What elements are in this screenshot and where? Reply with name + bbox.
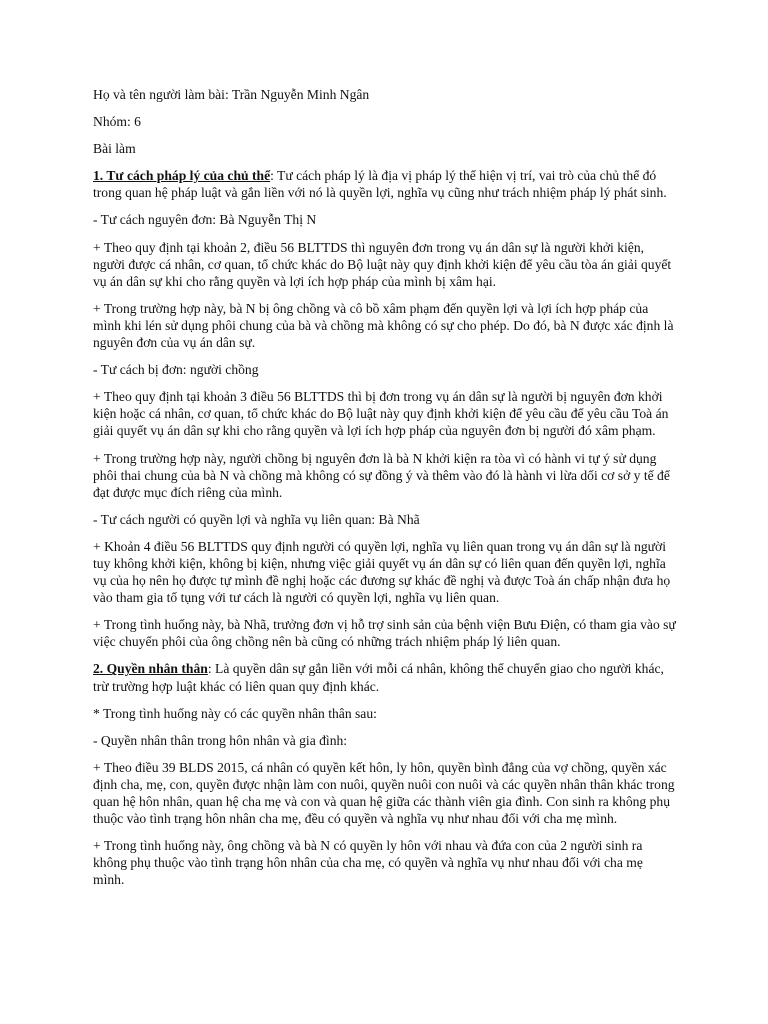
related-party-definition: + Khoản 4 điều 56 BLTTDS quy định người có quyền lợi, nghĩa vụ liên quan trong vụ án dân sự là người tuy không khởi kiện, không bị kiện, nhưng việc giải quyết vụ án dân sự có liên quan đến quyền lợi, nghĩa vụ của họ nên họ được tự mình đề nghị hoặc các đương sự khác đề nghị và được Toà án chấp nhận đưa họ vào tham gia tố tụng với tư cách là người có quyền lợi, nghĩa vụ liên quan. [93,538,671,606]
section1-intro [93,167,676,201]
related-party-case: + Trong tình huống này, bà Nhã, trưởng đơn vị hỗ trợ sinh sản của bệnh viện Bưu Điện, có tham gia vào sự việc chuyển phôi của ông chồng nên bà cũng có những trách nhiệm pháp lý liên quan. [93,617,676,650]
section2-heading: 2. Quyền nhân thân [93,661,208,677]
section1-heading: 1. Tư cách pháp lý của chủ thể [93,168,271,184]
defendant-label: - Tư cách bị đơn: người chồng [93,362,259,378]
work-heading: Bài làm [93,141,136,157]
marriage-family-rights-label: - Quyền nhân thân trong hôn nhân và gia đình: [93,732,348,748]
marriage-family-rights-definition: + Theo điều 39 BLDS 2015, cá nhân có quyền kết hôn, ly hôn, quyền bình đẳng của vợ chồng, quyền xác định cha, mẹ, con, quyền được nhận làm con nuôi, quyền nuôi con nuôi và các quyền nhân thân khác trong quan hệ hôn nhân, quan hệ cha mẹ và con và quan hệ giữa các thành viên gia đình. Con sinh ra không phụ thuộc vào tình trạng hôn nhân cha mẹ, đều có quyền và nghĩa vụ như nhau đối với cha mẹ mình. [93,759,675,827]
marriage-family-rights-case: + Trong tình huống này, ông chồng và bà N có quyền ly hôn với nhau và đứa con của 2 người sinh ra không phụ thuộc vào tình trạng hôn nhân của cha mẹ, có quyền và nghĩa vụ như nhau đối với cha mẹ mình. [93,838,643,888]
group-line: Nhóm: 6 [93,114,141,130]
plaintiff-label: - Tư cách nguyên đơn: Bà Nguyễn Thị N [93,212,317,228]
section2-intro-text: : Là quyền dân sự gắn liền với mỗi cá nhân, không thể chuyển giao cho người khác, trừ trường hợp luật khác có liên quan quy định khác. [93,661,664,694]
related-party-label: - Tư cách người có quyền lợi và nghĩa vụ liên quan: Bà Nhã [93,511,420,527]
personal-rights-list-intro: * Trong tình huống này có các quyền nhân thân sau: [93,705,377,721]
plaintiff-definition: + Theo quy định tại khoản 2, điều 56 BLTTDS thì nguyên đơn trong vụ án dân sự là người khởi kiện, người được cá nhân, cơ quan, tổ chức khác do Bộ luật này quy định khởi kiện để yêu cầu tòa án giải quyết vụ án dân sự khi cho rằng quyền và lợi ích hợp pháp của mình bị xâm hại. [93,239,672,289]
author-line: Họ và tên người làm bài: Trần Nguyễn Minh Ngân [93,87,370,102]
section2-intro [93,660,676,694]
section1-intro-text: : Tư cách pháp lý là địa vị pháp lý thể hiện vị trí, vai trò của chủ thể đó trong quan hệ pháp luật và gắn liền với nó là quyền lợi, nghĩa vụ cũng như trách nhiệm pháp lý phát sinh. [93,168,667,201]
defendant-definition: + Theo quy định tại khoản 3 điều 56 BLTTDS thì bị đơn trong vụ án dân sự là người bị nguyên đơn khởi kiện hoặc cá nhân, cơ quan, tổ chức khác do Bộ luật này quy định khởi kiện để yêu cầu để yêu cầu Toà án giải quyết vụ án dân sự khi cho rằng quyền và lợi ích hợp pháp của nguyên đơn bị người đó xâm phạm. [93,389,669,439]
plaintiff-case: + Trong trường hợp này, bà N bị ông chồng và cô bồ xâm phạm đến quyền lợi và lợi ích hợp pháp của mình khi lén sử dụng phôi chung của bà và chồng mà không có sự cho phép. Do đó, bà N được xác định là nguyên đơn của vụ án dân sự. [93,300,674,351]
defendant-case: + Trong trường hợp này, người chồng bị nguyên đơn là bà N khởi kiện ra tòa vì có hành vi tự ý sử dụng phôi thai chung của bà N và chồng mà không có sự đồng ý và thêm vào đó là hành vi lừa dối cơ sở y tế để đạt được mục đích riêng của mình. [93,450,670,500]
